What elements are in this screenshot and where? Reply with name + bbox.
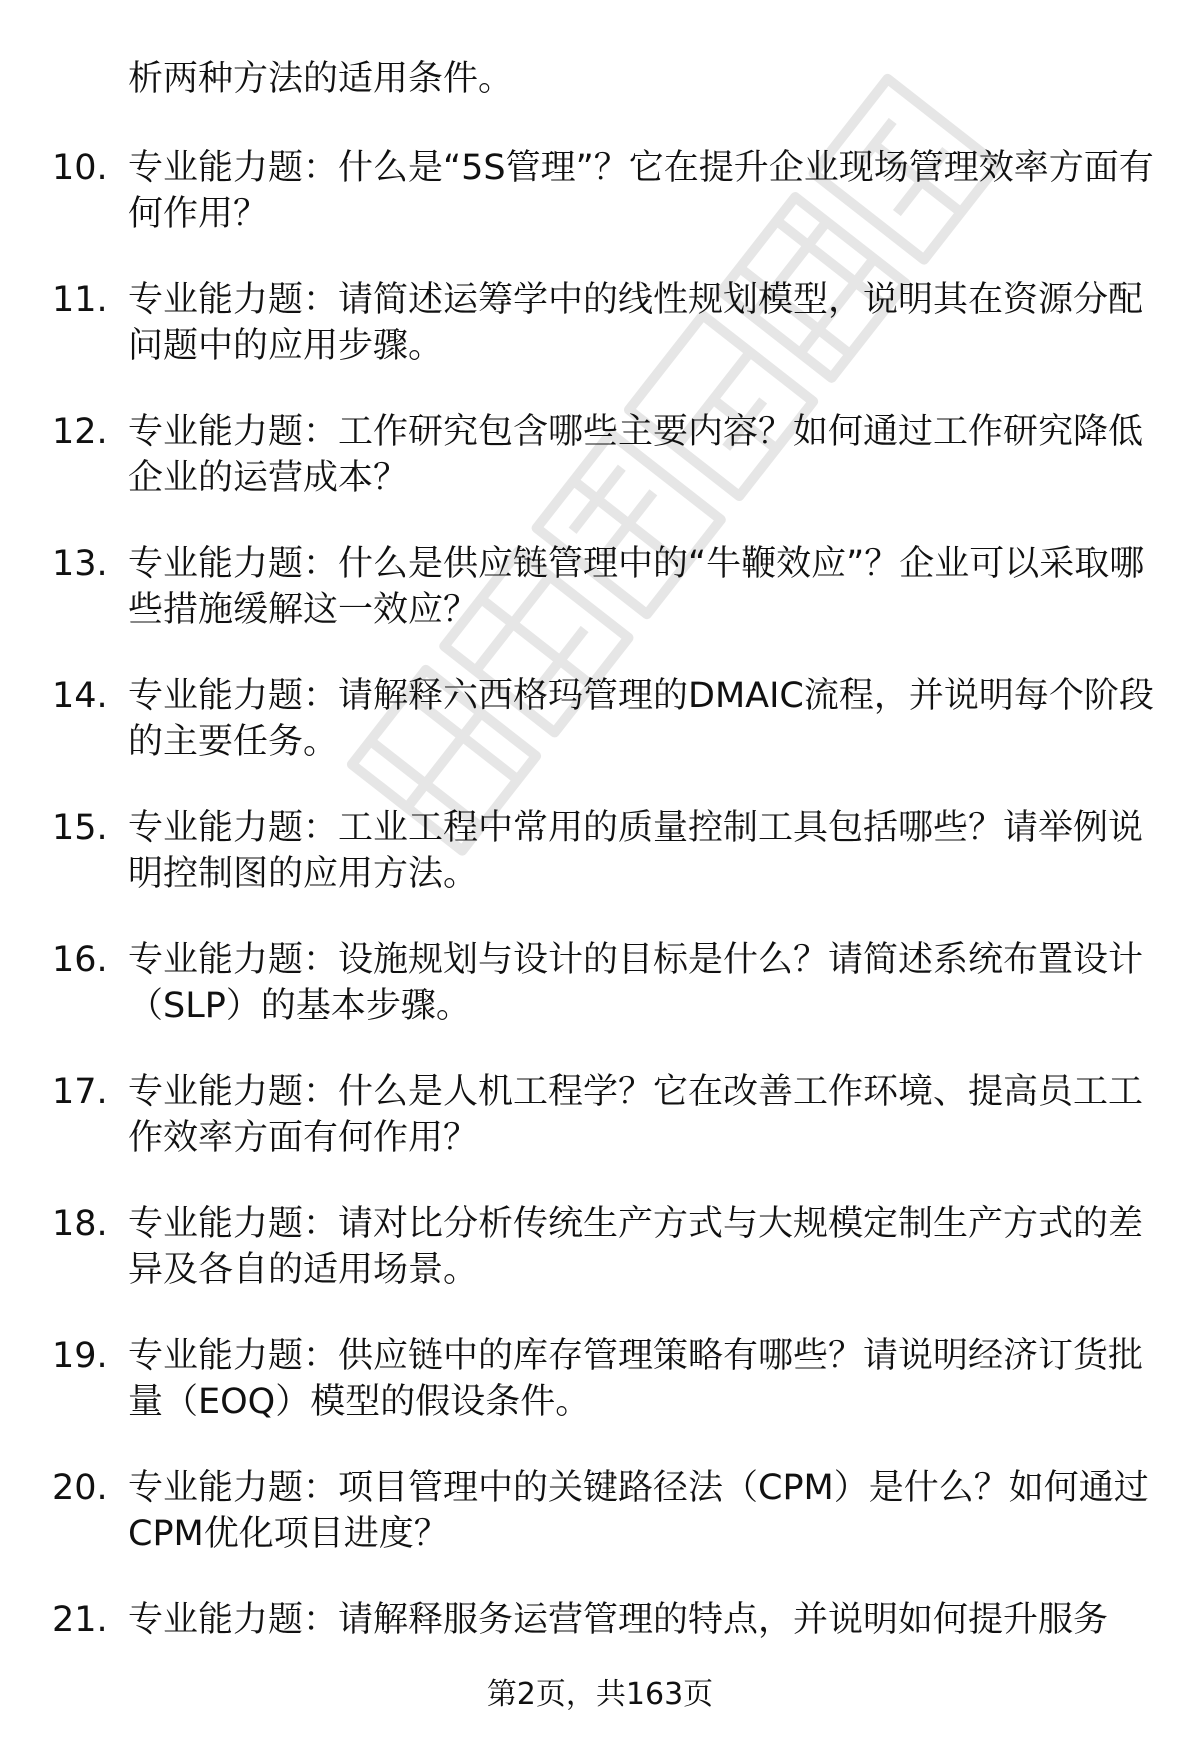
question-text: 专业能力题：什么是人机工程学？它在改善工作环境、提高员工工作效率方面有何作用？ <box>128 1072 1144 1158</box>
question-item <box>0 409 1200 541</box>
page-footer: 第2页，共163页 <box>486 1677 714 1712</box>
question-number: 14. <box>52 676 108 716</box>
question-text: 专业能力题：设施规划与设计的目标是什么？请简述系统布置设计（SLP）的基本步骤。 <box>128 940 1144 1026</box>
question-text: 专业能力题：项目管理中的关键路径法（CPM）是什么？如何通过CPM优化项目进度？ <box>128 1468 1149 1554</box>
question-text: 专业能力题：工作研究包含哪些主要内容？如何通过工作研究降低企业的运营成本？ <box>128 412 1144 498</box>
question-text: 专业能力题：工业工程中常用的质量控制工具包括哪些？请举例说明控制图的应用方法。 <box>128 808 1144 894</box>
question-number: 19. <box>52 1336 108 1376</box>
question-item <box>0 937 1200 1069</box>
question-list <box>0 145 1200 1729</box>
question-item <box>0 1069 1200 1201</box>
question-number: 10. <box>52 148 108 188</box>
question-item <box>0 277 1200 409</box>
question-text: 专业能力题：供应链中的库存管理策略有哪些？请说明经济订货批量（EOQ）模型的假设条件。 <box>128 1336 1144 1422</box>
question-number: 17. <box>52 1072 108 1112</box>
question-number: 16. <box>52 940 108 980</box>
continuation-text: 析两种方法的适用条件。 <box>128 59 514 99</box>
question-item <box>0 1201 1200 1333</box>
question-text: 专业能力题：请简述运筹学中的线性规划模型，说明其在资源分配问题中的应用步骤。 <box>128 280 1144 366</box>
question-text: 专业能力题：什么是供应链管理中的“牛鞭效应”？企业可以采取哪些措施缓解这一效应？ <box>128 544 1145 630</box>
question-number: 20. <box>52 1468 108 1508</box>
question-text: 专业能力题：请解释六西格玛管理的DMAIC流程，并说明每个阶段的主要任务。 <box>128 676 1154 762</box>
question-item <box>0 673 1200 805</box>
question-text: 专业能力题：请对比分析传统生产方式与大规模定制生产方式的差异及各自的适用场景。 <box>128 1204 1144 1290</box>
question-number: 12. <box>52 412 108 452</box>
question-item <box>0 541 1200 673</box>
question-item <box>0 805 1200 937</box>
question-number: 15. <box>52 808 108 848</box>
question-number: 13. <box>52 544 108 584</box>
question-text: 专业能力题：请解释服务运营管理的特点，并说明如何提升服务 <box>128 1600 1109 1640</box>
question-text: 专业能力题：什么是“5S管理”？它在提升企业现场管理效率方面有何作用？ <box>128 148 1154 234</box>
question-number: 18. <box>52 1204 108 1244</box>
question-item <box>0 1333 1200 1465</box>
question-number: 21. <box>52 1600 108 1640</box>
question-number: 11. <box>52 280 108 320</box>
question-item <box>0 1465 1200 1597</box>
question-item <box>0 145 1200 277</box>
